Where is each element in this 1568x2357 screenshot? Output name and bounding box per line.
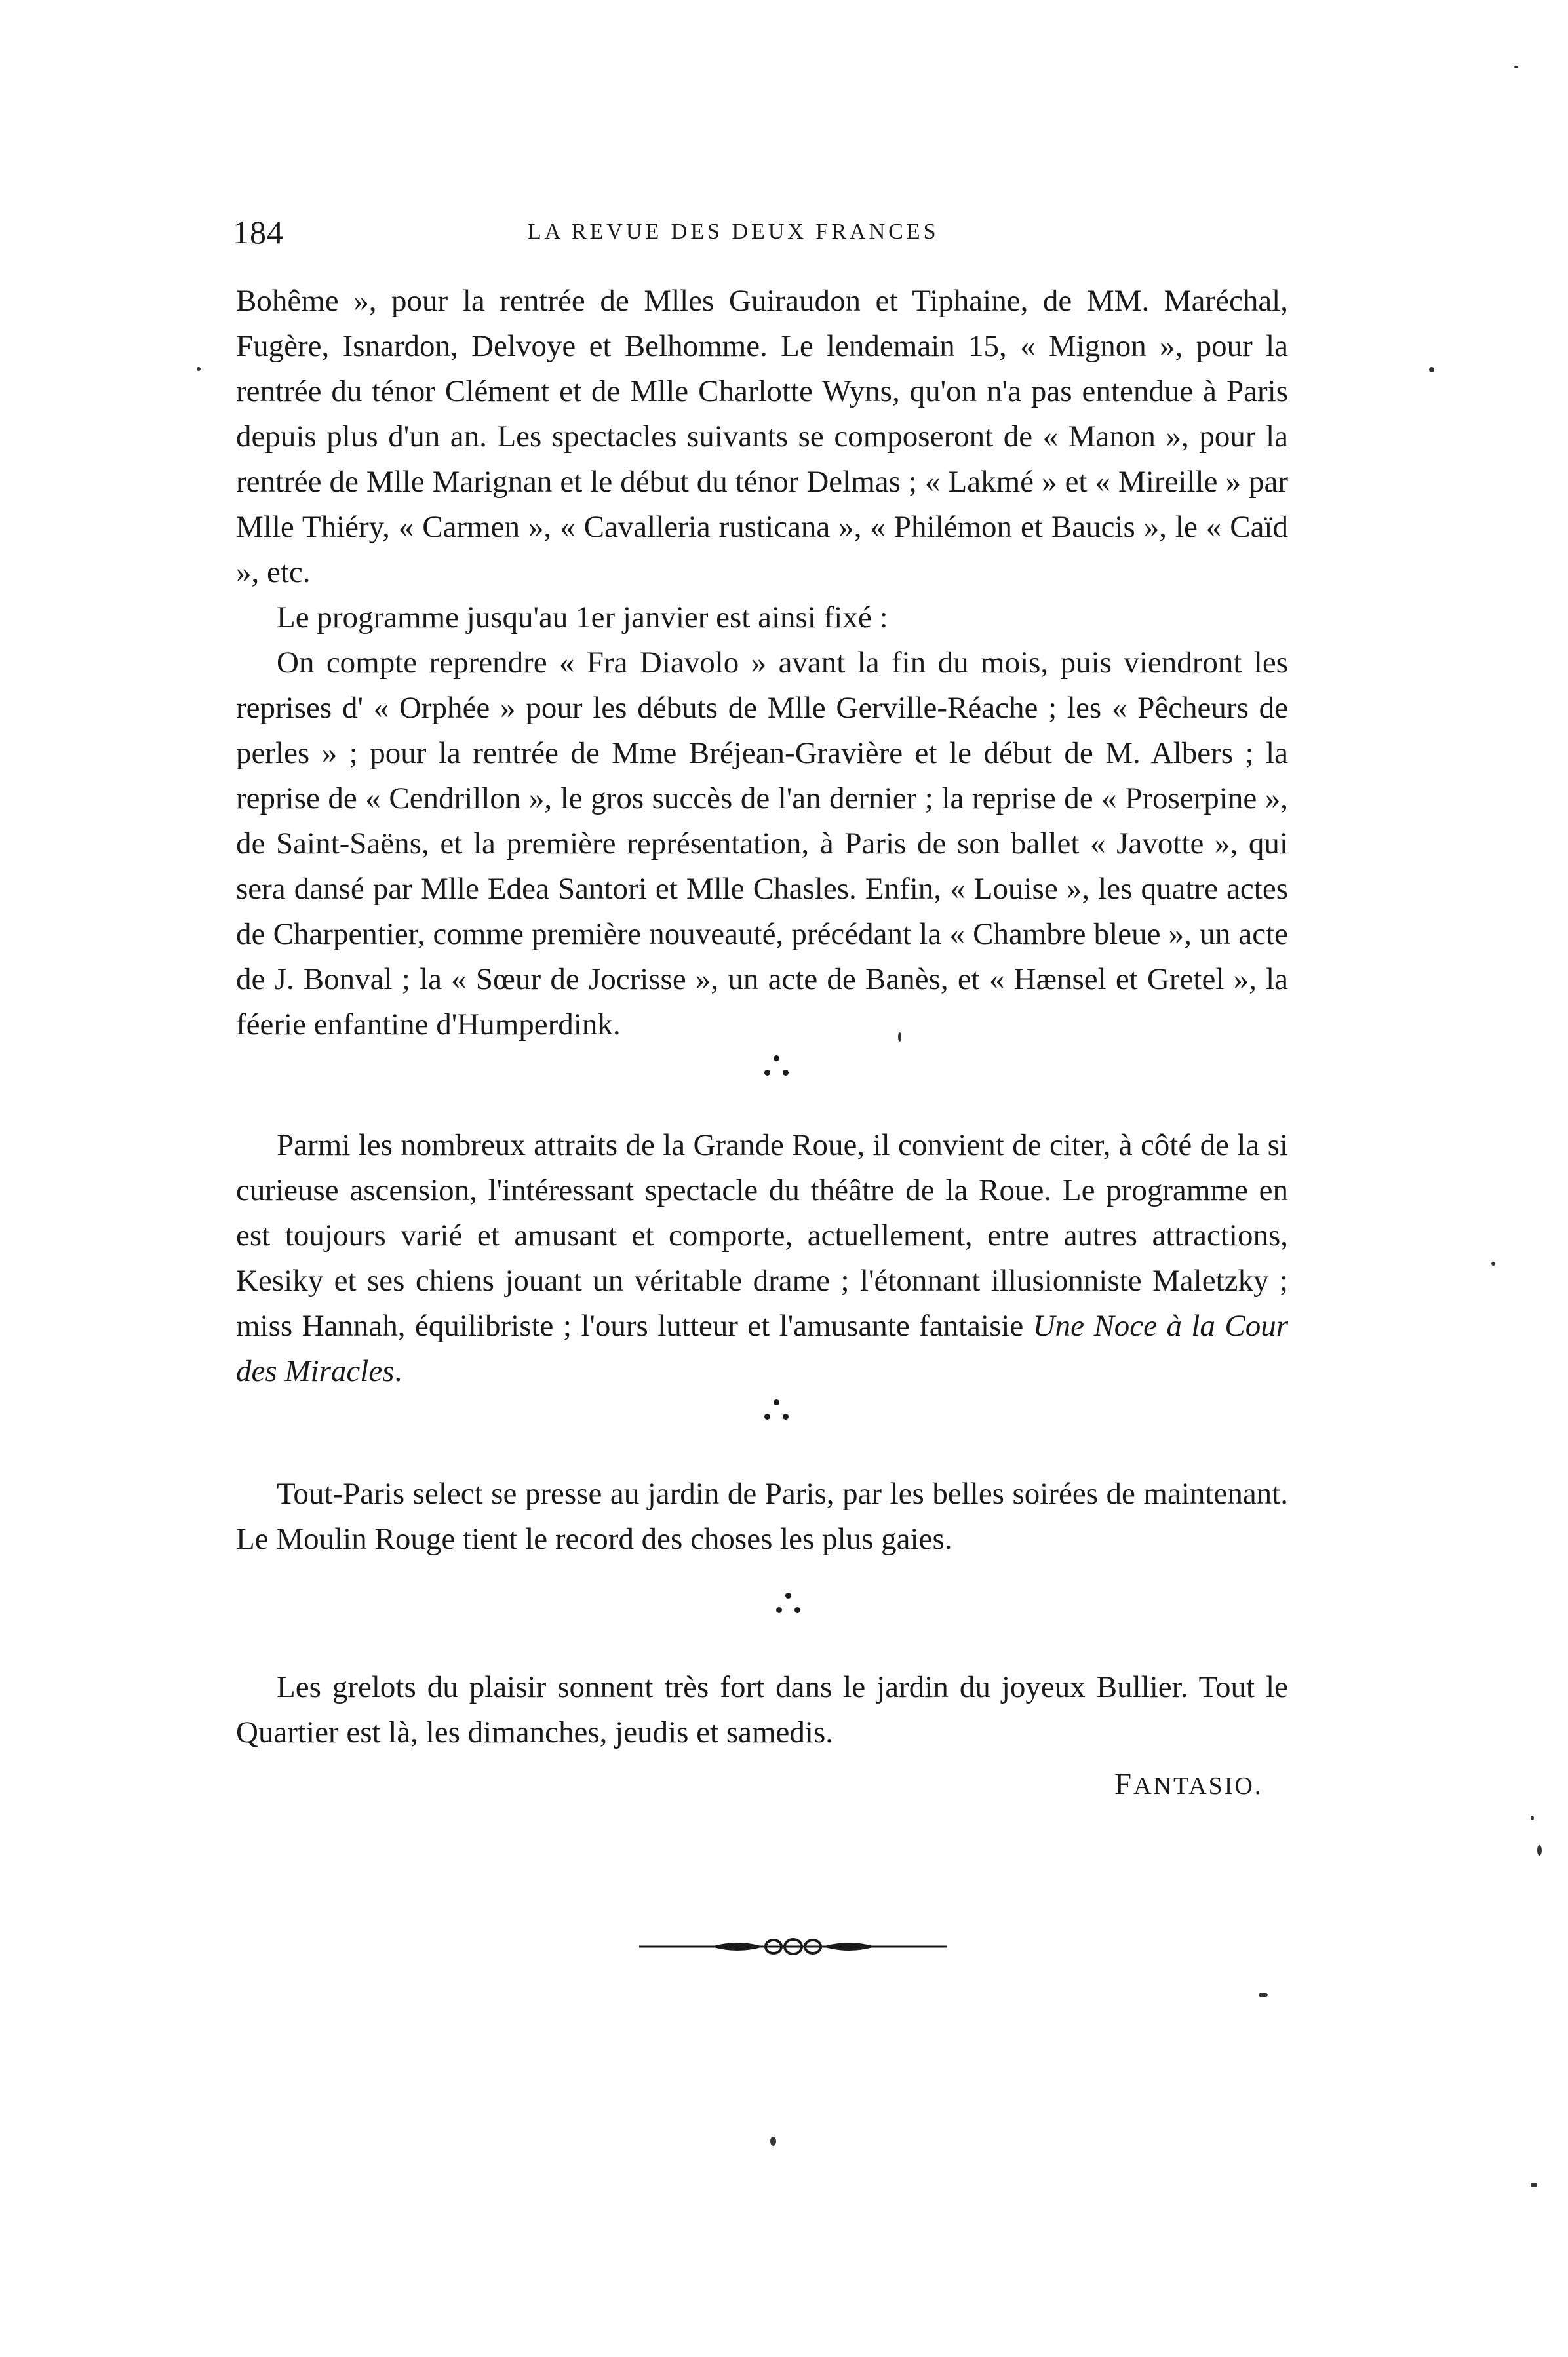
jardin-de-paris-section	[236, 1471, 1288, 1562]
paper-speck	[1259, 1993, 1268, 1997]
paper-speck	[1514, 66, 1518, 68]
tail-ornament-icon	[639, 1934, 947, 1960]
paper-speck	[1491, 1262, 1495, 1266]
paper-speck	[770, 2137, 776, 2146]
paragraph-grande-roue	[236, 1123, 1288, 1394]
paragraph-programme-details: On compte reprendre « Fra Diavolo » avant la fin du mois, puis viendront les reprises d' « Orphée » pour les débuts de Mlle Gerville-Réache ; les « Pêcheurs de perles » ; pour la rentrée de Mme Bréjean-Gravière et le début de M. Albers ; la reprise de « Cendrillon », le gros succès de l'an dernier ; la reprise de « Proserpine », de Saint-Saëns, et la première représentation, à Paris de son ballet « Javotte », qui sera dansé par Mlle Edea Santori et Mlle Chasles. Enfin, « Louise », les quatre actes de Charpentier, comme première nouveauté, précédant la « Chambre bleue », un acte de J. Bonval ; la « Sœur de Jocrisse », un acte de Banès, et « Hænsel et Gretel », la féerie enfantine d'Humperdink.	[236, 646, 1288, 1042]
paper-speck	[1531, 2183, 1537, 2187]
author-signature: FANTASIO.	[1114, 1767, 1263, 1801]
paper-speck	[1537, 1845, 1542, 1856]
section-separator-asterism	[772, 1593, 812, 1626]
section-separator-asterism	[760, 1055, 800, 1088]
paragraph-bullier: Les grelots du plaisir sonnent très fort dans le jardin du joyeux Bullier. Tout le Quartier est là, les dimanches, jeudis et samedis.	[236, 1670, 1288, 1749]
running-title: LA REVUE DES DEUX FRANCES	[528, 220, 939, 244]
grande-roue-section	[236, 1123, 1288, 1394]
grande-roue-text-end: .	[394, 1354, 402, 1388]
show-title-italic: Une Noce à la Cour des Miracles	[236, 1309, 1288, 1388]
paper-speck	[1429, 367, 1434, 372]
paragraph-programme-intro: Le programme jusqu'au 1er janvier est ainsi fixé :	[277, 600, 888, 634]
paper-speck	[1531, 1816, 1534, 1820]
paper-speck	[898, 1032, 901, 1042]
opera-programme-section	[236, 279, 1288, 1047]
paper-speck	[197, 367, 201, 371]
paragraph-jardin-de-paris: Tout-Paris select se presse au jardin de Paris, par les belles soirées de maintenant. Le Moulin Rouge tient le record des choses les plus gaies.	[236, 1477, 1288, 1556]
page-header	[233, 213, 1327, 252]
grande-roue-text: Parmi les nombreux attraits de la Grande Roue, il convient de citer, à côté de la si curieuse ascension, l'intéressant spectacle du théâtre de la Roue. Le programme en est toujours varié et amusant et comporte, actuellement, entre autres attractions, Kesiky et ses chiens jouant un véritable drame ; l'étonnant illusionniste Maletzky ; miss Hannah, équilibriste ; l'ours lutteur et l'amusante fantaisie	[236, 1128, 1288, 1343]
page-number: 184	[233, 214, 284, 250]
bullier-section	[236, 1665, 1288, 1755]
paragraph-bohemes-revivals: Bohême », pour la rentrée de Mlles Guiraudon et Tiphaine, de MM. Maréchal, Fugère, Isnardon, Delvoye et Belhomme. Le lendemain 15, « Mignon », pour la rentrée du ténor Clément et de Mlle Charlotte Wyns, qu'on n'a pas entendue à Paris depuis plus d'un an. Les spectacles suivants se composeront de « Manon », pour la rentrée de Mlle Marignan et le début du ténor Delmas ; « Lakmé » et « Mireille » par Mlle Thiéry, « Carmen », « Cavalleria rusticana », « Philémon et Baucis », le « Caïd », etc.	[236, 284, 1288, 589]
section-separator-asterism	[760, 1399, 800, 1432]
